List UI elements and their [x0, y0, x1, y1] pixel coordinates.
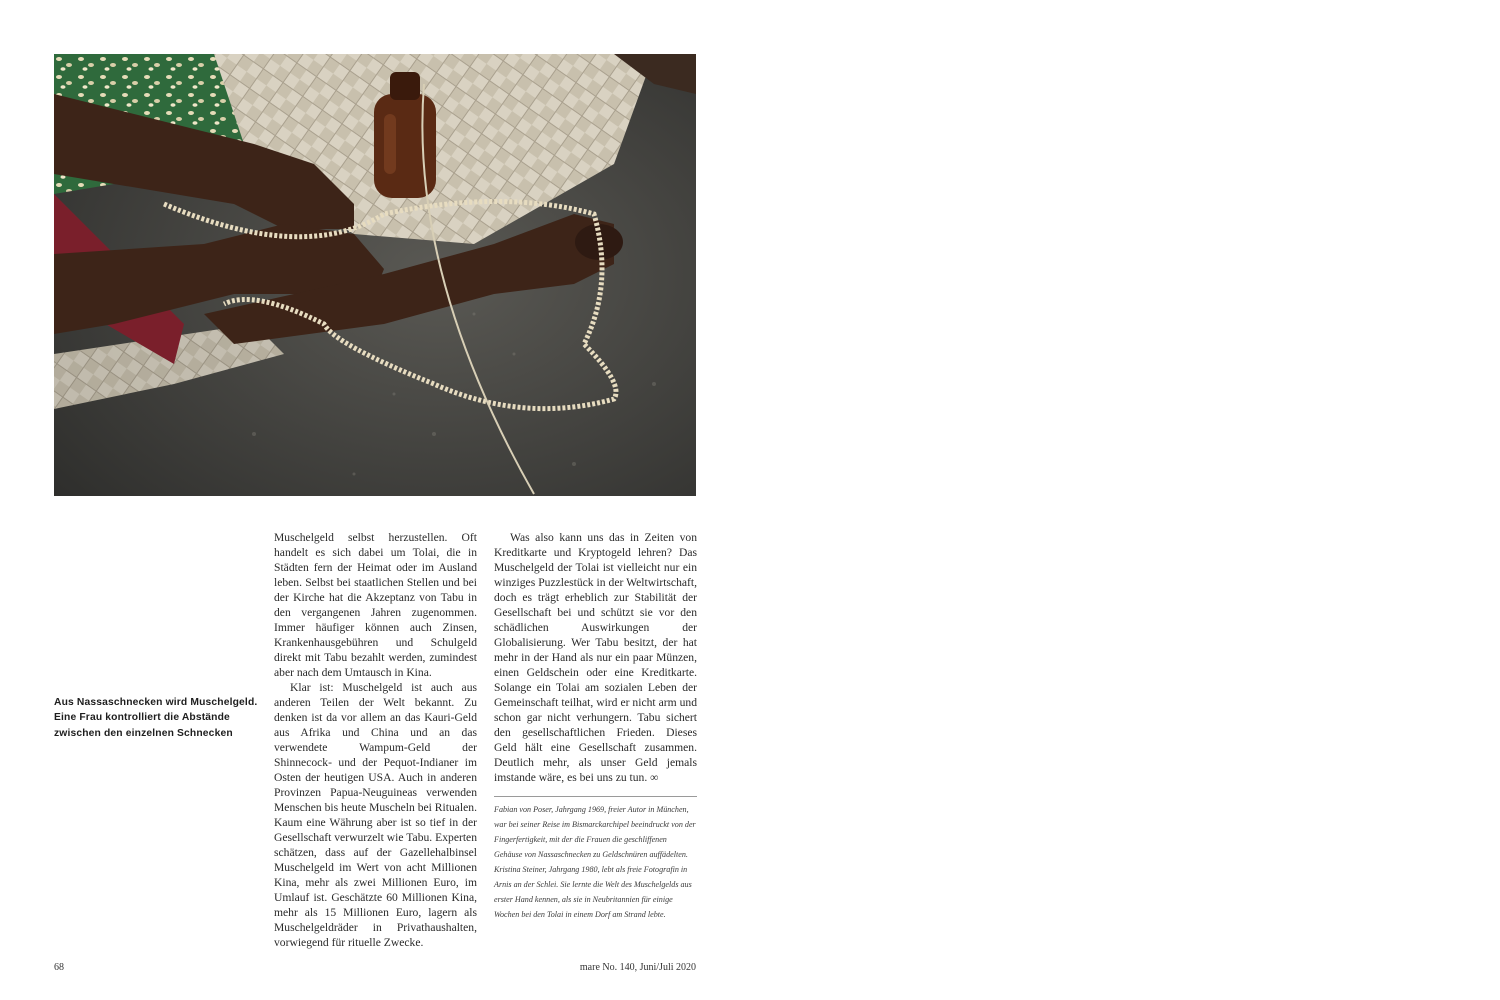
bio-divider [494, 796, 697, 797]
page-number: 68 [54, 962, 64, 973]
caption-line: Eine Frau kontrolliert die Abstände [54, 712, 230, 724]
end-mark-icon: ∞ [650, 771, 659, 784]
paragraph-text: Was also kann uns das in Zeiten von Kreditkarte und Kryptogeld lehren? Das Muschelgeld der Tolai ist vielleicht nur ein winziges Puzzlestück in der Weltwirtschaft, doch es trägt erheblich zur Stabilität der Gesellschaft bei und schützt sie vor den schädlichen Auswirkungen der Globalisierung. Wer Tabu besitzt, der hat mehr in der Hand als nur ein paar Münzen, einen Geldschein oder eine Kreditkarte. Solange ein Tolai am sozialen Leben der Gemeinschaft teilhat, wird er nicht arm und schon gar nicht verhungern. Tabu sichert den gesellschaftlichen Frieden. Dieses Geld hält eine Gesellschaft zusammen. Deutlich mehr, als unser Geld jemals imstande wäre, es bei uns zu tun. [494, 531, 697, 784]
paragraph: Klar ist: Muschelgeld ist auch aus anderen Teilen der Welt bekannt. Zu denken ist da vor allem an das Kauri-Geld aus Afrika und China und an das verwendete Wampum-Geld der Shinnecock- und der Pequot-Indianer im Osten der heutigen USA. Auch in anderen Provinzen Papua-Neuguineas verwenden Menschen bis heute Muscheln bei Ritualen. Kaum eine Währung aber ist so tief in der Gesellschaft verwurzelt wie Tabu. Experten schätzen, dass auf der Gazellehalbinsel Muschelgeld im Wert von acht Millionen Kina, mehr als zwei Millionen Euro, im Umlauf ist. Geschätzte 60 Millionen Kina, mehr als 15 Millionen Euro, lagern als Muschelgeldräder in Privathaushalten, vorwiegend für rituelle Zwecke. [274, 681, 477, 949]
caption-line: zwischen den einzelnen Schnecken [54, 727, 233, 739]
caption-line: Aus Nassaschnecken wird Muschelgeld. [54, 697, 258, 708]
author-bio [494, 802, 697, 922]
bio-author: Fabian von Poser, Jahrgang 1969, freier Autor in München, war bei seiner Reise im Bismarckarchipel beeindruckt von der Fingerfertigkeit, mit der die Frauen die geschliffenen Gehäuse von Nassaschnecken zu Geldschnüren auffädelten. [494, 805, 696, 859]
shell-money-photo [54, 54, 696, 496]
article-column-1 [274, 530, 477, 950]
magazine-issue-line: mare No. 140, Juni/Juli 2020 [579, 962, 696, 973]
photo-illustration [54, 54, 696, 496]
bio-photographer: Kristina Steiner, Jahrgang 1980, lebt als freie Fotografin in Arnis an der Schlei. Sie lernte die Welt des Muschelgelds aus erster Hand kennen, als sie in Neubritannien für einige Wochen bei den Tolai in einem Dorf am Strand lebte. [494, 865, 692, 919]
photo-caption [54, 695, 258, 741]
paragraph: Muschelgeld selbst herzustellen. Oft handelt es sich dabei um Tolai, die in Städten fern der Heimat oder im Ausland leben. Selbst bei staatlichen Stellen und bei der Kirche hat die Akzeptanz von Tabu in den vergangenen Jahren zugenommen. Immer häufiger können auch Zinsen, Krankenhausgebühren und Schulgeld direkt mit Tabu bezahlt werden, zumindest aber nach dem Umtausch in Kina. [274, 531, 477, 679]
article-column-2 [494, 530, 697, 785]
paragraph [494, 530, 697, 785]
